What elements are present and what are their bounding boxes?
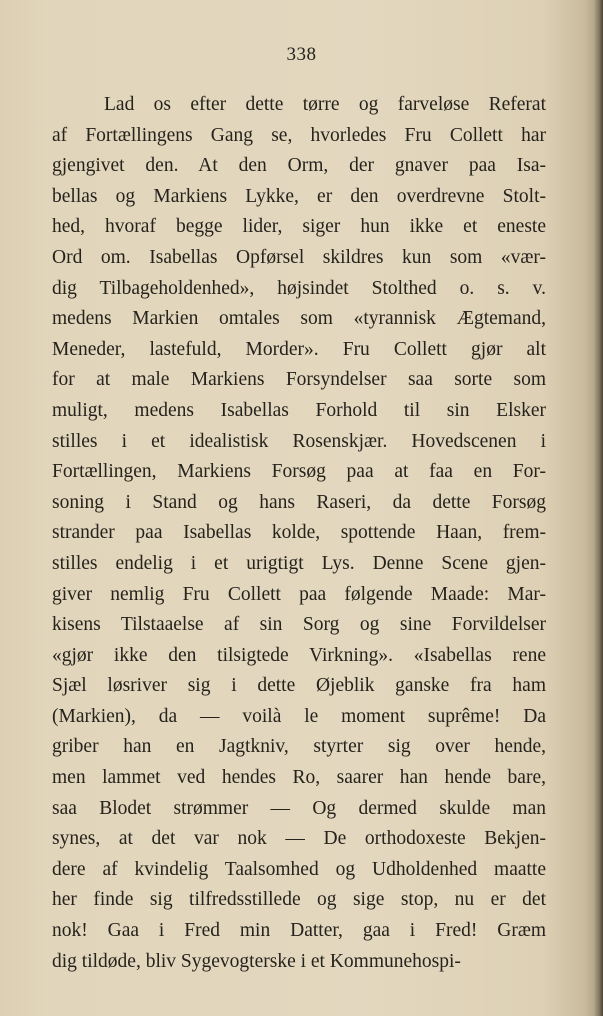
text-line: gjengivet den. At den Orm, der gnaver paa Isa- — [52, 155, 546, 177]
text-line: medens Markien omtales som «tyrannisk Ægtemand, — [52, 308, 546, 330]
text-line: af Fortællingens Gang se, hvorledes Fru Collett har — [52, 124, 546, 146]
text-line: dere af kvindelig Taalsomhed og Udholdenhed maatte — [52, 858, 546, 880]
text-line: (Markien), da — voilà le moment suprême! Da — [52, 705, 546, 727]
text-line: dig Tilbageholdenhed», højsindet Stolthed o. s. v. — [52, 277, 546, 299]
text-line: synes, at det var nok — De orthodoxeste Bekjen- — [52, 828, 546, 850]
text-line: nok! Gaa i Fred min Datter, gaa i Fred! Græm — [52, 920, 546, 942]
body-text — [52, 90, 546, 977]
text-line: saa Blodet strømmer — Og dermed skulde man — [52, 797, 546, 819]
text-line: Fortællingen, Markiens Forsøg paa at faa en For- — [52, 461, 546, 483]
page-edge-shadow — [594, 0, 603, 1016]
text-line: stilles i et idealistisk Rosenskjær. Hovedscenen i — [52, 430, 546, 452]
text-line: griber han en Jagtkniv, styrter sig over hende, — [52, 736, 546, 758]
text-line: for at male Markiens Forsyndelser saa sorte som — [52, 369, 546, 391]
text-line: bellas og Markiens Lykke, er den overdrevne Stolt- — [52, 185, 546, 207]
text-line: Sjæl løsriver sig i dette Øjeblik ganske fra ham — [52, 675, 546, 697]
page-number: 338 — [286, 44, 317, 65]
text-line: giver nemlig Fru Collett paa følgende Maade: Mar- — [52, 583, 546, 605]
text-line: hed, hvoraf begge lider, siger hun ikke et eneste — [52, 216, 546, 238]
text-line: Meneder, lastefuld, Morder». Fru Collett gjør alt — [52, 338, 546, 360]
text-line: her finde sig tilfredsstillede og sige stop, nu er det — [52, 889, 546, 911]
text-line: soning i Stand og hans Raseri, da dette Forsøg — [52, 491, 546, 513]
text-line: «gjør ikke den tilsigtede Virkning». «Isabellas rene — [52, 644, 546, 666]
text-line: dig tildøde, bliv Sygevogterske i et Kommunehospi- — [52, 950, 461, 972]
text-line: men lammet ved hendes Ro, saarer han hende bare, — [52, 767, 546, 789]
text-line: Ord om. Isabellas Opførsel skildres kun som «vær- — [52, 246, 546, 268]
text-line: Lad os efter dette tørre og farveløse Referat — [104, 94, 546, 115]
text-line: strander paa Isabellas kolde, spottende Haan, frem- — [52, 522, 546, 544]
text-line: muligt, medens Isabellas Forhold til sin Elsker — [52, 399, 546, 421]
text-line: kisens Tilstaaelse af sin Sorg og sine Forvildelser — [52, 614, 546, 636]
text-line: stilles endelig i et urigtigt Lys. Denne Scene gjen- — [52, 552, 546, 574]
